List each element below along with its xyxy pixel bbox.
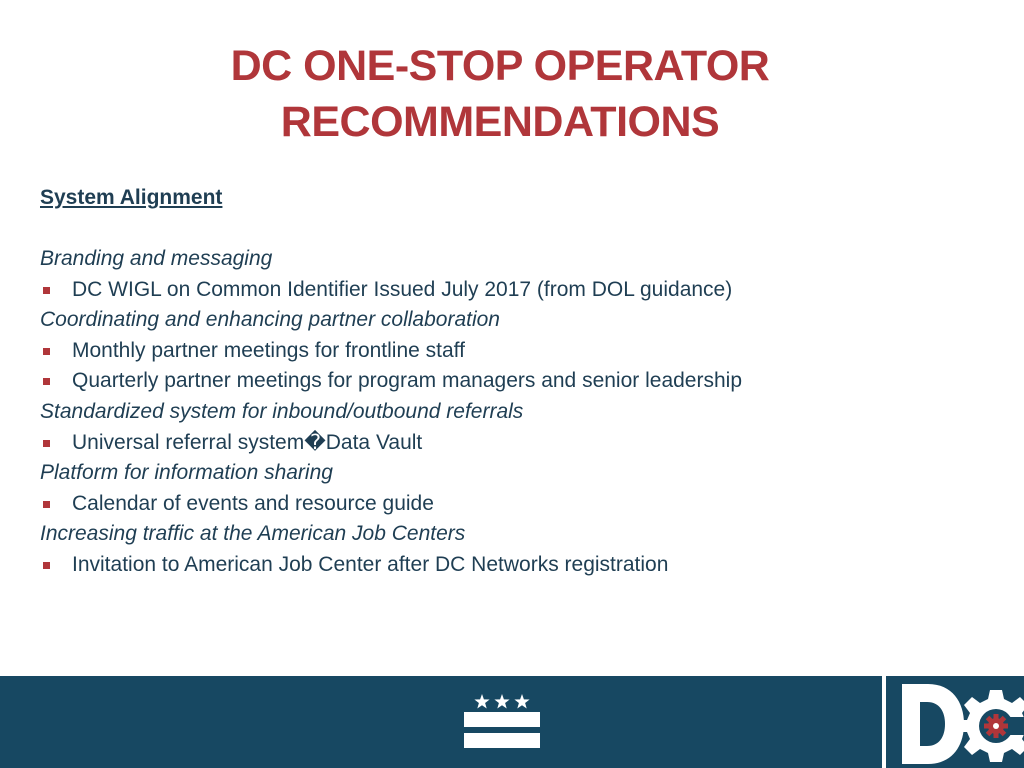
slide-title (0, 38, 1000, 150)
bullet-item (40, 336, 980, 367)
square-bullet-icon (43, 378, 50, 385)
bullet-item (40, 366, 980, 397)
subheading-info-sharing: Platform for information sharing (40, 461, 333, 485)
bullet-item (40, 489, 980, 520)
subheading-branding: Branding and messaging (40, 247, 273, 270)
slide-content (40, 183, 980, 581)
dc-flag-icon (464, 692, 540, 752)
subheading-traffic: Increasing traffic at the American Job Centers (40, 522, 466, 546)
subheading-referrals: Standardized system for inbound/outbound referrals (40, 399, 524, 423)
bullet-text: Calendar of events and resource guide (72, 491, 434, 515)
footer-bar (0, 676, 1024, 768)
bullet-text: Universal referral system�Data Vault (72, 430, 423, 454)
square-bullet-icon (43, 501, 50, 508)
subheading-collaboration: Coordinating and enhancing partner collaboration (40, 308, 500, 332)
dc-gear-logo (896, 680, 1024, 768)
square-bullet-icon (43, 562, 50, 569)
title-line-2: RECOMMENDATIONS (280, 98, 720, 146)
bullet-text: Invitation to American Job Center after DC Networks registration (72, 552, 669, 576)
square-bullet-icon (43, 440, 50, 447)
square-bullet-icon (43, 287, 50, 294)
bullet-text: Monthly partner meetings for frontline staff (72, 338, 465, 362)
bullet-item (40, 275, 980, 306)
footer-divider (882, 676, 886, 768)
section-heading: System Alignment (40, 186, 223, 209)
title-line-1: DC ONE-STOP OPERATOR (230, 42, 770, 90)
bullet-text: DC WIGL on Common Identifier Issued July 2017 (from DOL guidance) (72, 277, 733, 301)
bullet-item (40, 428, 980, 459)
square-bullet-icon (43, 348, 50, 355)
bullet-item (40, 550, 980, 581)
bullet-text: Quarterly partner meetings for program managers and senior leadership (72, 369, 743, 393)
